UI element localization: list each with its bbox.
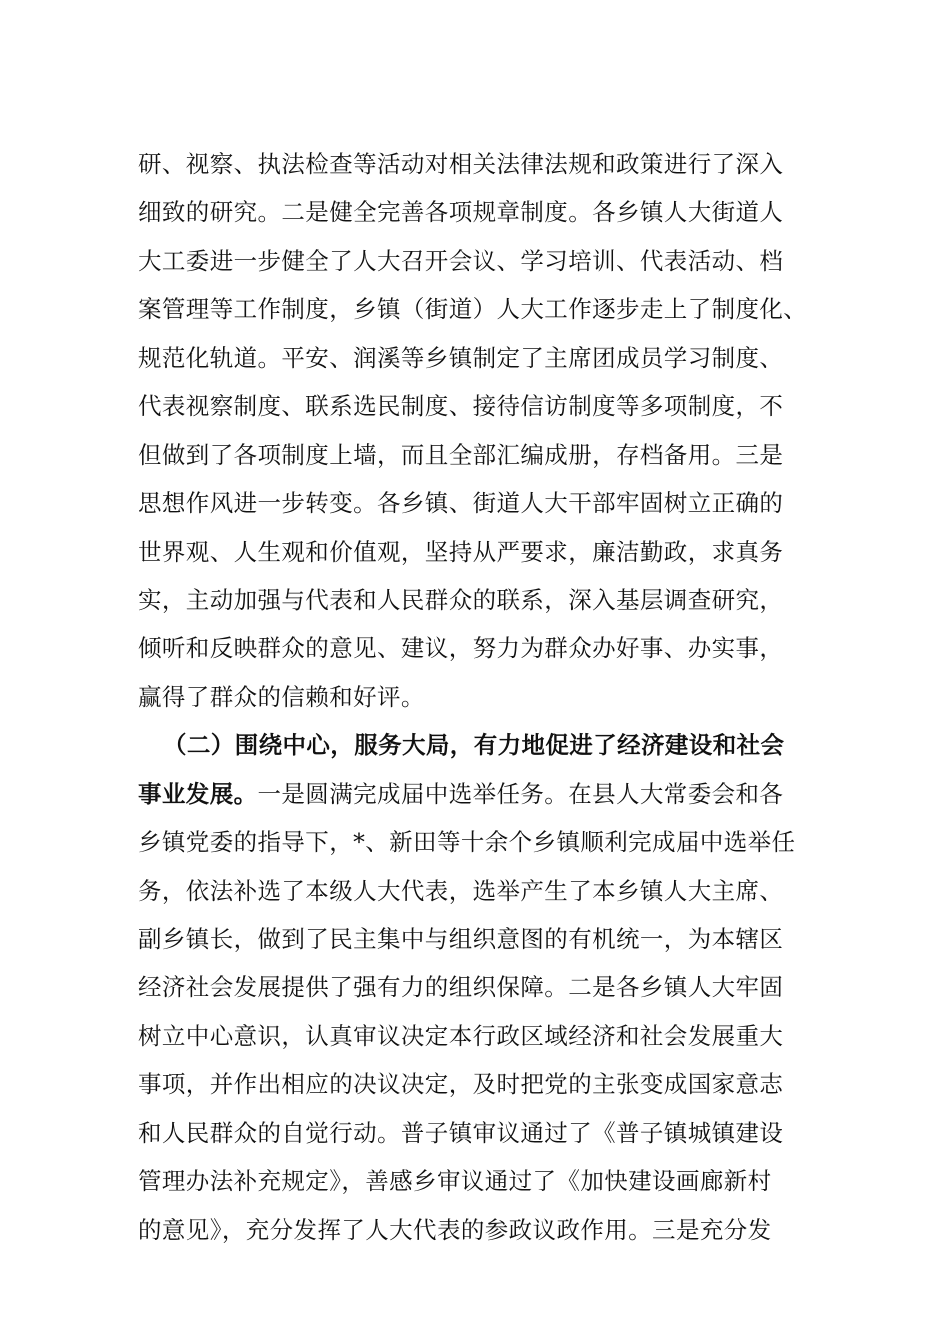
body-text — [138, 140, 828, 1254]
paragraph-line: 规范化轨道。平安、润溪等乡镇制定了主席团成员学习制度、 — [138, 343, 784, 372]
paragraph-line: 思想作风进一步转变。各乡镇、街道人大干部牢固树立正确的 — [138, 489, 784, 518]
section-heading: （二）围绕中心，服务大局，有力地促进了经济建设和社会 — [163, 731, 785, 760]
paragraph-line: 世界观、人生观和价值观，坚持从严要求，廉洁勤政，求真务 — [138, 537, 784, 566]
paragraph-line: 副乡镇长，做到了民主集中与组织意图的有机统一，为本辖区 — [138, 925, 784, 953]
paragraph-line: 和人民群众的自觉行动。普子镇审议通过了《普子镇城镇建设 — [138, 1118, 784, 1147]
paragraph-line: 倾听和反映群众的意见、建议，努力为群众办好事、办实事， — [138, 634, 784, 663]
paragraph-line: 细致的研究。二是健全完善各项规章制度。各乡镇人大街道人 — [138, 198, 784, 227]
paragraph-line: 案管理等工作制度，乡镇（街道）人大工作逐步走上了制度化、 — [138, 295, 808, 324]
section-heading-end: 事业发展。 — [138, 779, 258, 808]
paragraph-line: 务，依法补选了本级人大代表，选举产生了本乡镇人大主席、 — [138, 876, 784, 905]
paragraph-line: 经济社会发展提供了强有力的组织保障。二是各乡镇人大牢固 — [138, 973, 784, 1002]
paragraph-line: 事项，并作出相应的决议决定，及时把党的主张变成国家意志 — [138, 1070, 784, 1099]
paragraph-line: 的意见》，充分发挥了人大代表的参政议政作用。三是充分发 — [138, 1215, 772, 1244]
section-text: 一是圆满完成届中选举任务。在县人大常委会和各 — [257, 779, 784, 808]
paragraph-line: 管理办法补充规定》，善感乡审议通过了《加快建设画廊新村 — [138, 1167, 772, 1196]
paragraph-line: 赢得了群众的信赖和好评。 — [138, 682, 425, 711]
paragraph-line: 研、视察、执法检查等活动对相关法律法规和政策进行了深入 — [138, 150, 784, 178]
paragraph-line: 乡镇党委的指导下，*、新田等十余个乡镇顺利完成届中选举任 — [138, 828, 796, 857]
paragraph-line: 实，主动加强与代表和人民群众的联系，深入基层调查研究， — [138, 585, 784, 614]
paragraph-line: 大工委进一步健全了人大召开会议、学习培训、代表活动、档 — [138, 246, 784, 275]
paragraph-line: 代表视察制度、联系选民制度、接待信访制度等多项制度，不 — [138, 392, 784, 421]
section-heading-continuation — [138, 770, 828, 818]
paragraph-line: 但做到了各项制度上墙，而且全部汇编成册，存档备用。三是 — [138, 440, 784, 469]
paragraph-line: 树立中心意识，认真审议决定本行政区域经济和社会发展重大 — [138, 1021, 784, 1050]
